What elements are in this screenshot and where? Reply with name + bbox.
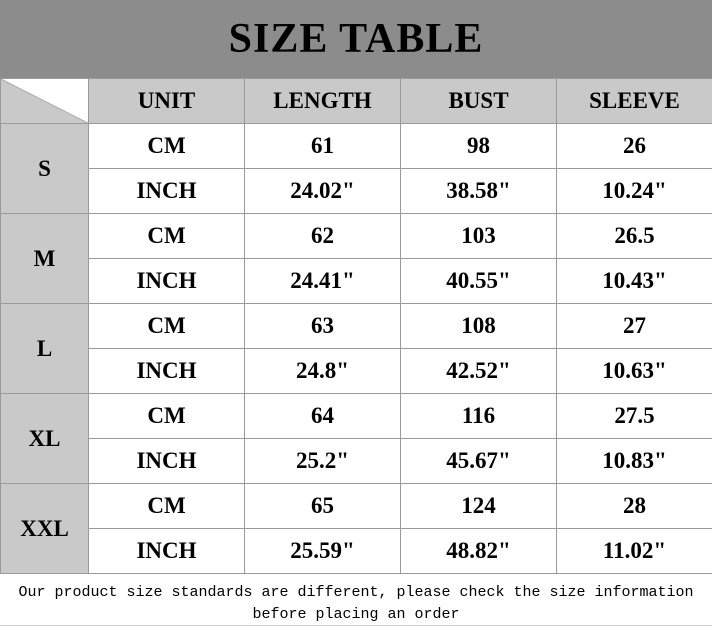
cell-bust: 103: [401, 214, 557, 259]
cell-bust: 45.67": [401, 439, 557, 484]
row-size-label: XL: [1, 394, 89, 484]
cell-length: 65: [245, 484, 401, 529]
footer-note-line-2: before placing an order: [252, 605, 460, 623]
footer-note: [0, 574, 712, 630]
table-row: [1, 484, 712, 529]
page-title: SIZE TABLE: [228, 16, 484, 62]
cell-unit: INCH: [89, 169, 245, 214]
column-header-sleeve: SLEEVE: [557, 79, 712, 124]
cell-sleeve: 11.02": [557, 529, 712, 574]
cell-sleeve: 10.63": [557, 349, 712, 394]
cell-bust: 42.52": [401, 349, 557, 394]
size-chart-table: [0, 78, 712, 574]
table-row: [1, 304, 712, 349]
table-header-row: [1, 79, 712, 124]
cell-length: 24.02": [245, 169, 401, 214]
table-row: [1, 529, 712, 574]
cell-unit: INCH: [89, 529, 245, 574]
diagonal-divider-icon: [1, 79, 88, 123]
bottom-divider: [0, 625, 712, 626]
row-size-label: XXL: [1, 484, 89, 574]
cell-sleeve: 26.5: [557, 214, 712, 259]
cell-sleeve: 27.5: [557, 394, 712, 439]
column-header-length: LENGTH: [245, 79, 401, 124]
column-header-bust: BUST: [401, 79, 557, 124]
cell-length: 64: [245, 394, 401, 439]
table-row: [1, 439, 712, 484]
table-row: [1, 169, 712, 214]
cell-bust: 116: [401, 394, 557, 439]
cell-sleeve: 27: [557, 304, 712, 349]
cell-sleeve: 10.24": [557, 169, 712, 214]
table-row: [1, 394, 712, 439]
table-row: [1, 214, 712, 259]
cell-length: 63: [245, 304, 401, 349]
cell-length: 61: [245, 124, 401, 169]
cell-unit: CM: [89, 124, 245, 169]
column-header-unit: UNIT: [89, 79, 245, 124]
cell-unit: CM: [89, 394, 245, 439]
cell-bust: 108: [401, 304, 557, 349]
footer-note-line-1: Our product size standards are different, please check the size information: [18, 584, 694, 601]
cell-unit: INCH: [89, 349, 245, 394]
cell-bust: 48.82": [401, 529, 557, 574]
cell-length: 25.59": [245, 529, 401, 574]
cell-sleeve: 10.83": [557, 439, 712, 484]
title-band: [0, 0, 712, 78]
cell-unit: INCH: [89, 439, 245, 484]
cell-length: 24.41": [245, 259, 401, 304]
cell-sleeve: 10.43": [557, 259, 712, 304]
cell-bust: 40.55": [401, 259, 557, 304]
cell-bust: 98: [401, 124, 557, 169]
cell-length: 24.8": [245, 349, 401, 394]
cell-unit: CM: [89, 214, 245, 259]
row-size-label: M: [1, 214, 89, 304]
table-row: [1, 259, 712, 304]
cell-bust: 124: [401, 484, 557, 529]
cell-length: 62: [245, 214, 401, 259]
row-size-label: S: [1, 124, 89, 214]
table-row: [1, 349, 712, 394]
cell-sleeve: 26: [557, 124, 712, 169]
cell-sleeve: 28: [557, 484, 712, 529]
cell-unit: INCH: [89, 259, 245, 304]
table-row: [1, 124, 712, 169]
cell-unit: CM: [89, 484, 245, 529]
cell-unit: CM: [89, 304, 245, 349]
row-size-label: L: [1, 304, 89, 394]
cell-bust: 38.58": [401, 169, 557, 214]
corner-diagonal-cell: [1, 79, 89, 124]
cell-length: 25.2": [245, 439, 401, 484]
